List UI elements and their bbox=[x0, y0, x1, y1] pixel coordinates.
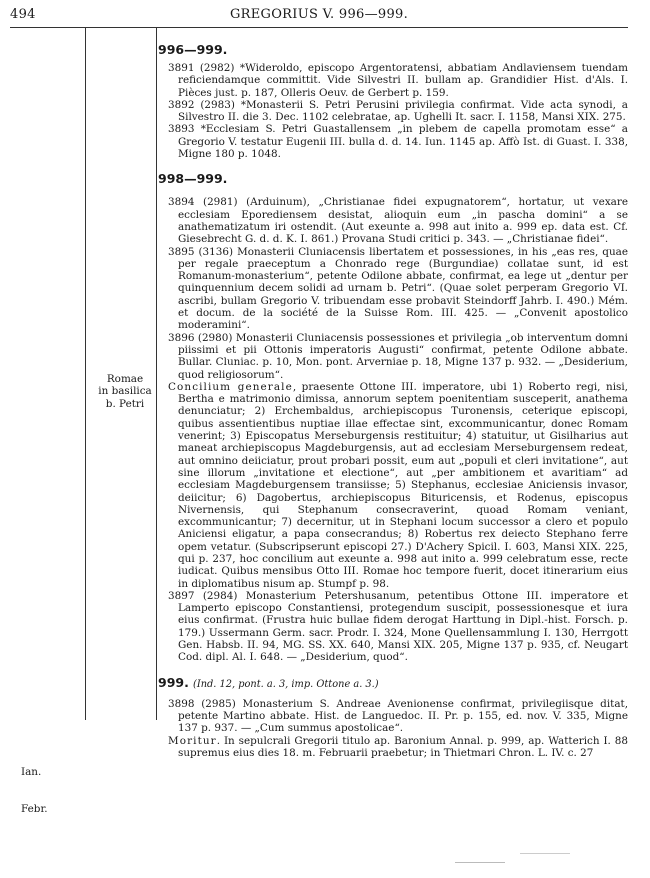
regest-entry: 3892 (2983) *Monasterii S. Petri Perusini privilegia confirmat. Vide acta synodi, a Silvestro II. die 3. Dec. 1102 celebratae, ap. Ughelli It. sacr. I. 1158, Mansi XIX. 275. bbox=[168, 98, 628, 124]
margin-place-note: Romae in basilica b. Petri bbox=[98, 373, 152, 410]
section-entries bbox=[168, 62, 628, 160]
page-number: 494 bbox=[10, 7, 36, 22]
death-entry: Moritur. In sepulcrali Gregorii titulo ap. Baronium Annal. p. 999, ap. Watterich I. 88 supremus eius dies 18. m. Februarii praebetur; in Thietmari Chron. L. IV. c. 27 bbox=[168, 734, 628, 759]
margin-divider-right bbox=[156, 28, 157, 720]
section-heading: 998—999. bbox=[158, 171, 228, 187]
section-entries bbox=[168, 196, 628, 663]
main-text bbox=[158, 42, 628, 759]
regest-entry: 3897 (2984) Monasterium Petershusanum, petentibus Ottone III. imperatore et Lamperto episcopo Constantiensi, protegendum suscipit, possessionesque et iura eius confirmat. (Frustra huic bullae fidem derogat Harttung in Dipl.-hist. Forsch. p. 179.) Ussermann Germ. sacr. Prodr. I. 324, Mone Quellensammlung I. 130, Herrgott Gen. Habsb. II. 94, MG. SS. XX. 640, Mansi XIX. 205, Migne 137 p. 935, cf. Neugart Cod. dipl. Al. I. 648. — „Desiderium, quod“. bbox=[168, 589, 628, 664]
section-heading: 999. (Ind. 12, pont. a. 3, imp. Ottone a. 3.) bbox=[158, 674, 379, 690]
section-subheading: (Ind. 12, pont. a. 3, imp. Ottone a. 3.) bbox=[193, 678, 379, 690]
regest-entry: 3896 (2980) Monasterii Cluniacensis possessiones et privilegia „ob interventum domni piissimi et pii Ottonis imperatoris Augusti“ confirmat, petente Odilone abbate. Bullar. Cluniac. p. 10, Mon. pont. Arverniae p. 18, Migne 137 p. 932. — „Desiderium, quod religiosorum“. bbox=[168, 331, 628, 381]
regest-entry: 3895 (3136) Monasterii Cluniacensis libertatem et possessiones, in his „eas res, quae per regale praeceptum a Chonrado rege (Burgundiae) collatae sunt, id est Romanum-monasterium“, petente Odilone abbate, confirmat, ea lege ut „dentur per quinquennium decem solidi ad urnam b. Petri“. (Quae solet perperam Gregorio VI. ascribi, bullam Gregorio V. tribuendam esse probavit Steindorff Jahrb. I. 490.) Mém. et docum. de la société de la Suisse Rom. III. 425. — „Convenit apostolico moderamini“. bbox=[168, 245, 628, 332]
council-lead: Concilium generale bbox=[168, 380, 293, 393]
margin-divider-left bbox=[85, 28, 86, 720]
regest-entry: 3898 (2985) Monasterium S. Andreae Avenionense confirmat, privilegiisque ditat, petente Martino abbate. Hist. de Languedoc. II. Pr. p. 155, ed. nov. V. 335, Migne 137 p. 937. — „Cum summus apostolicae“. bbox=[168, 697, 628, 735]
scan-mark bbox=[455, 862, 505, 863]
scan-mark bbox=[520, 853, 570, 854]
margin-month-febr: Febr. bbox=[21, 803, 48, 815]
page-header bbox=[10, 7, 628, 23]
death-lead: Moritur bbox=[168, 734, 217, 747]
council-entry: Concilium generale, praesente Ottone III. imperatore, ubi 1) Roberto regi, nisi, Bertha e matrimonio dimissa, annorum septem poenitentiam susceperit, anathema denunciatur; 2) Erchembaldus, archiepiscopus Turonensis, ceterique episcopi, quibus assentientibus nuptiae illae effectae sint, excommunicantur, donec Romam venerint; 3) Episcopatus Merseburgensis restituitur; 4) statuitur, ut Gisilharius aut maneat archiepiscopus Magdeburgensis, aut ad ecclesiam Merseburgensem redeat, aut omnino deiiciatur, prout probari possit, eum aut „populi et cleri invitatione“, aut sine illorum „invitatione et electione“, aut „per ambitionem et avaritiam“ ad ecclesiam Magdeburgensem transiisse; 5) Stephanus, ecclesiae Aniciensis invasor, deiicitur; 6) Dagobertus, archiepiscopus Bituricensis, et Rodenus, episcopus Nivernensis, qui Stephanum consecraverint, quoad Romam veniant, excommunicantur; 7) decernitur, ut in Stephani locum successor a clero et populo Aniciensi eligatur, a papa consecrandus; 8) Robertus rex deiecto Stephano ferre opem vetatur. (Subscripserunt episcopi 27.) D'Achery Spicil. I. 603, Mansi XIX. 225, qui p. 237, hoc concilium aut exeunte a. 998 aut inito a. 999 celebratum esse, recte iudicat. Quibus mensibus Otto III. Romae hoc tempore fuerit, docet itinerarium eius in diplomatibus nisum ap. Stumpf p. 98. bbox=[168, 380, 628, 590]
regest-entry: 3894 (2981) (Arduinum), „Christianae fidei expugnatorem“, hortatur, ut vexare ecclesiam Eporediensem desistat, alioquin eum „in pascha domini“ a se anathematizatum iri ostendit. (Aut exeunte a. 998 aut inito a. 999 ep. data est. Cf. Giesebrecht G. d. d. K. I. 861.) Provana Studi critici p. 343. — „Christianae fidei“. bbox=[168, 196, 628, 246]
regest-entry: 3893 *Ecclesiam S. Petri Guastallensem „in plebem de capella promotam esse“ a Gregorio V. testatur Eugenii III. bulla d. d. 14. Iun. 1145 ap. Affò Ist. di Guast. I. 338, Migne 180 p. 1048. bbox=[168, 123, 628, 161]
section-heading: 996—999. bbox=[158, 42, 228, 57]
header-rule bbox=[10, 27, 628, 28]
running-title: GREGORIUS V. 996—999. bbox=[229, 7, 409, 22]
section-entries bbox=[168, 698, 628, 759]
margin-month-ian: Ian. bbox=[21, 766, 42, 778]
regest-entry: 3891 (2982) *Wideroldo, episcopo Argentoratensi, abbatiam Andlaviensem tuendam reficiendamque committit. Vide Silvestri II. bullam ap. Grandidier Hist. d'Als. I. Pièces just. p. 187, Olleris Oeuv. de Gerbert p. 159. bbox=[168, 62, 628, 99]
